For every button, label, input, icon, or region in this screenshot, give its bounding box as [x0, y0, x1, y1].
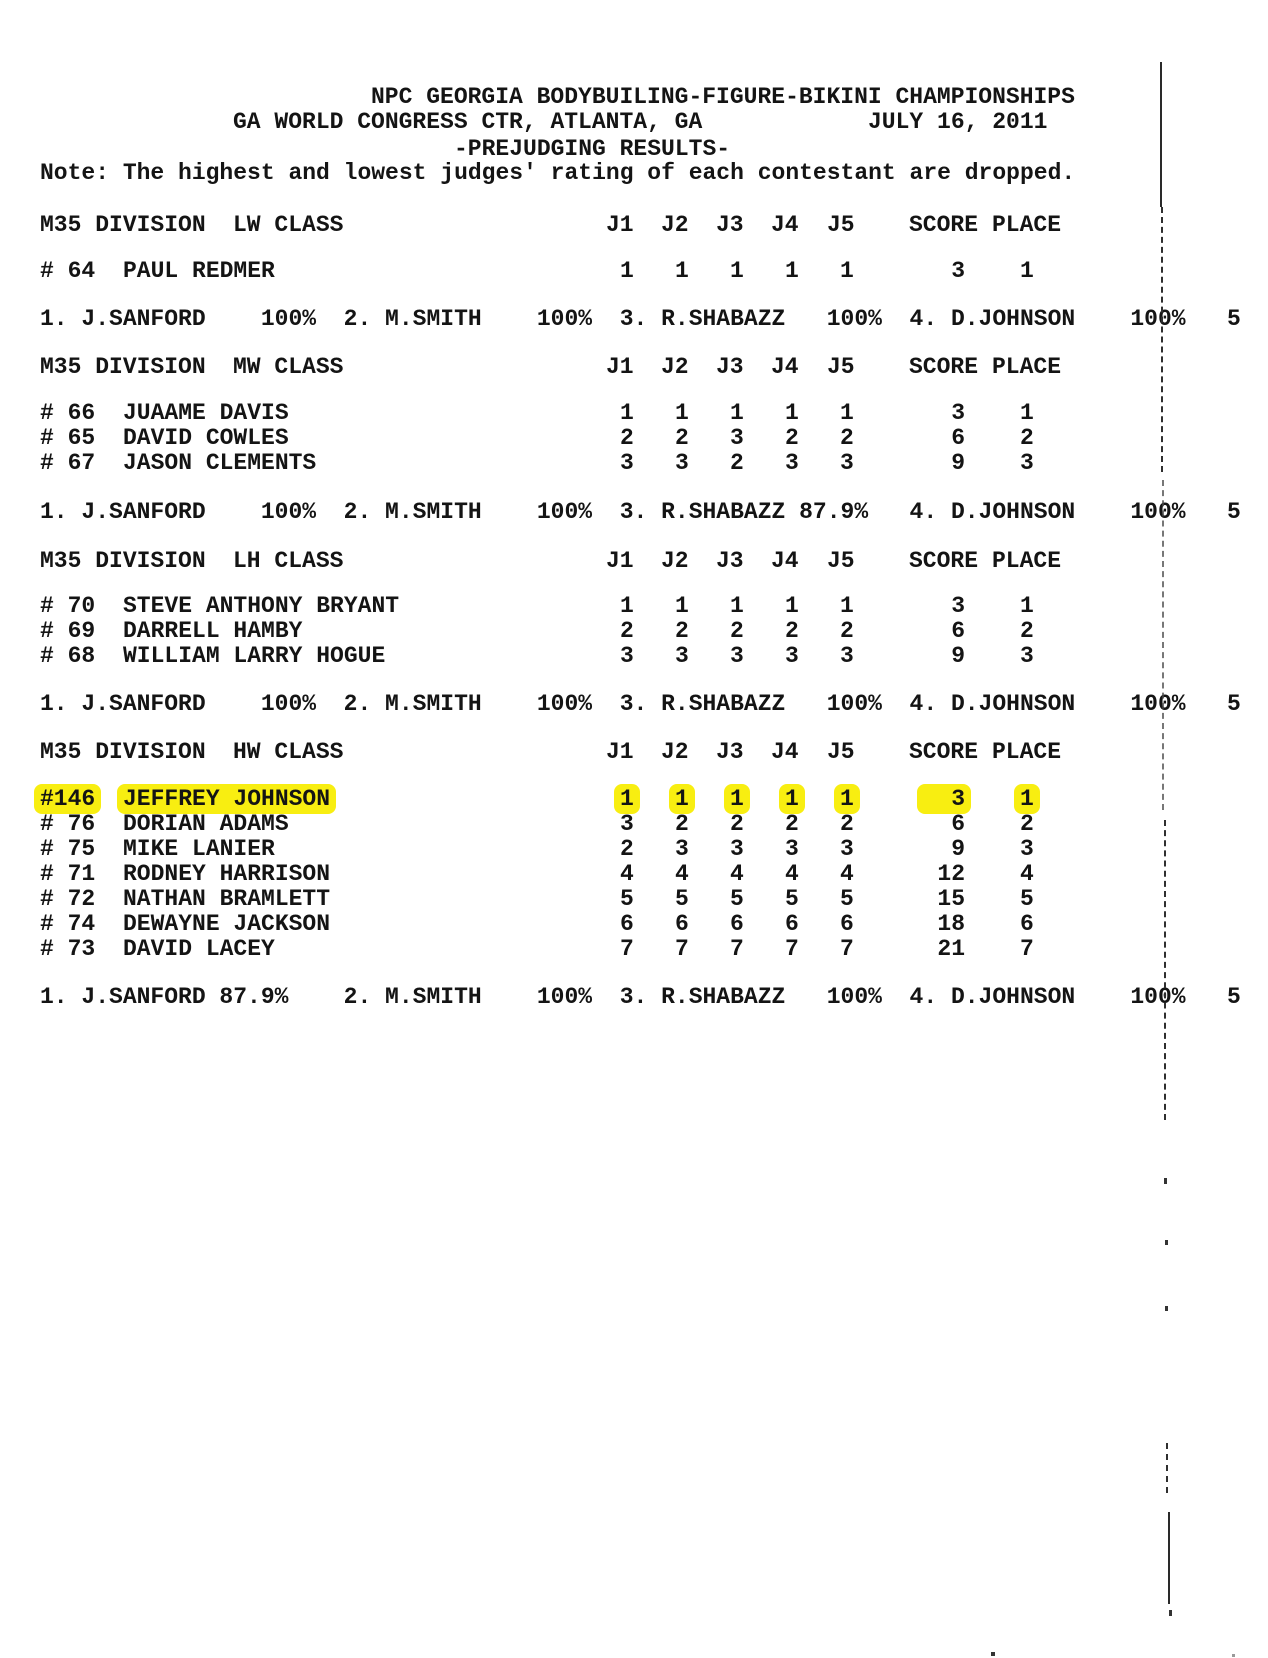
place-value: 1 [1014, 784, 1040, 814]
contestant-number: # 64 [40, 258, 96, 284]
judge-score-j2: 1 [675, 400, 689, 426]
contestant-number: # 65 [40, 425, 96, 451]
division-label: M35 DIVISION [40, 548, 206, 574]
class-label: MW CLASS [233, 354, 344, 380]
judge-score-j4: 1 [785, 400, 799, 426]
judge-score-j4: 3 [785, 836, 799, 862]
contestant-name: STEVE ANTHONY BRYANT [123, 593, 400, 619]
contestant-name: DAVID LACEY [123, 936, 275, 962]
document-title: NPC GEORGIA BODYBUILING-FIGURE-BIKINI CHAMPIONSHIPS [371, 84, 1075, 110]
column-header-j1: J1 [606, 548, 634, 574]
judge-score-j3: 1 [730, 400, 744, 426]
column-header-score: SCORE [909, 548, 979, 574]
total-score: 9 [951, 836, 965, 862]
place-value: 2 [1020, 425, 1034, 451]
division-label: M35 DIVISION [40, 354, 206, 380]
total-score: 3 [951, 593, 965, 619]
judges-line: 1. J.SANFORD 100% 2. M.SMITH 100% 3. R.SHABAZZ 100% 4. D.JOHNSON 100% 5 [40, 691, 1241, 717]
total-score: 18 [937, 911, 965, 937]
column-header-j1: J1 [606, 739, 634, 765]
column-header-score: SCORE [909, 739, 979, 765]
judge-score-j1: 4 [620, 861, 634, 887]
judge-score-j3: 1 [730, 593, 744, 619]
judge-score-j1: 2 [620, 618, 634, 644]
judge-score-j3: 7 [730, 936, 744, 962]
judge-score-j3: 5 [730, 886, 744, 912]
contestant-number: # 68 [40, 643, 96, 669]
date-text: JULY 16, 2011 [868, 109, 1048, 135]
contestant-row [40, 593, 1268, 619]
judge-score-j5: 3 [840, 643, 854, 669]
judge-score-j3: 3 [730, 643, 744, 669]
contestant-row [40, 886, 1268, 912]
judge-score-j2: 2 [675, 618, 689, 644]
judge-score-j4: 5 [785, 886, 799, 912]
judge-score-j5: 1 [840, 400, 854, 426]
judge-score-j4: 2 [785, 425, 799, 451]
contestant-row [40, 861, 1268, 887]
judge-score-j2: 1 [675, 593, 689, 619]
judge-score-j4: 3 [785, 450, 799, 476]
scan-artifact-line [1161, 207, 1163, 472]
contestant-name: DEWAYNE JACKSON [123, 911, 331, 937]
scan-artifact-line [1160, 62, 1162, 207]
contestant-row [40, 836, 1268, 862]
judge-score-j2: 6 [675, 911, 689, 937]
note-line [40, 160, 1268, 186]
total-score: 12 [937, 861, 965, 887]
judge-score-j4: 1 [785, 593, 799, 619]
judges-line: 1. J.SANFORD 100% 2. M.SMITH 100% 3. R.SHABAZZ 87.9% 4. D.JOHNSON 100% 5 [40, 499, 1241, 525]
judge-score-j3: 2 [730, 811, 744, 837]
judges-line: 1. J.SANFORD 87.9% 2. M.SMITH 100% 3. R.SHABAZZ 100% 4. D.JOHNSON 100% 5 [40, 984, 1241, 1010]
contestant-name: JASON CLEMENTS [123, 450, 317, 476]
section-header [40, 548, 1268, 574]
column-header-j4: J4 [771, 548, 799, 574]
document-title-line [40, 84, 1268, 110]
judge-score-j5: 2 [840, 425, 854, 451]
column-header-j3: J3 [716, 548, 744, 574]
judge-score-j5: 3 [840, 836, 854, 862]
judge-score-j5: 5 [840, 886, 854, 912]
scan-artifact-dot [991, 1652, 995, 1656]
judge-score-j5: 1 [840, 258, 854, 284]
scan-artifact-dot [1169, 1610, 1172, 1616]
scan-artifact-line [1168, 1512, 1170, 1604]
contestant-number: # 66 [40, 400, 96, 426]
total-score: 21 [937, 936, 965, 962]
contestant-row [40, 811, 1268, 837]
judge-score-j5: 1 [834, 784, 860, 814]
judge-score-j4: 4 [785, 861, 799, 887]
column-header-place: PLACE [992, 354, 1062, 380]
judge-score-j1: 3 [620, 811, 634, 837]
judge-score-j3: 6 [730, 911, 744, 937]
contestant-name: DORIAN ADAMS [123, 811, 289, 837]
judge-score-j2: 2 [675, 811, 689, 837]
column-header-j5: J5 [827, 212, 855, 238]
judge-score-j1: 1 [620, 593, 634, 619]
judge-score-j2: 3 [675, 643, 689, 669]
column-header-j4: J4 [771, 739, 799, 765]
place-value: 2 [1020, 811, 1034, 837]
place-value: 1 [1020, 400, 1034, 426]
judge-score-j1: 2 [620, 836, 634, 862]
place-value: 3 [1020, 836, 1034, 862]
judge-score-j1: 6 [620, 911, 634, 937]
judge-score-j4: 2 [785, 618, 799, 644]
document-subtitle-line [40, 109, 1268, 135]
place-value: 3 [1020, 450, 1034, 476]
contestant-number: # 71 [40, 861, 96, 887]
column-header-score: SCORE [909, 354, 979, 380]
contestant-row [40, 450, 1268, 476]
column-header-j4: J4 [771, 212, 799, 238]
place-value: 1 [1020, 258, 1034, 284]
judge-score-j1: 1 [614, 784, 640, 814]
column-header-j2: J2 [661, 548, 689, 574]
document-content [40, 0, 1268, 1658]
total-score: 15 [937, 886, 965, 912]
column-header-j5: J5 [827, 548, 855, 574]
contestant-row [40, 936, 1268, 962]
contestant-row [40, 618, 1268, 644]
judge-score-j1: 1 [620, 258, 634, 284]
contestant-row [40, 643, 1268, 669]
place-value: 5 [1020, 886, 1034, 912]
contestant-number: #146 [34, 784, 101, 814]
note-text: Note: The highest and lowest judges' rating of each contestant are dropped. [40, 160, 1076, 186]
scan-artifact-dot [1232, 1654, 1235, 1657]
contestant-row [40, 400, 1268, 426]
judge-score-j1: 7 [620, 936, 634, 962]
judge-score-j1: 2 [620, 425, 634, 451]
judge-score-j2: 3 [675, 836, 689, 862]
judge-score-j5: 2 [840, 811, 854, 837]
class-label: HW CLASS [233, 739, 344, 765]
class-label: LW CLASS [233, 212, 344, 238]
contestant-name: JEFFREY JOHNSON [117, 784, 336, 814]
section-header [40, 354, 1268, 380]
judge-score-j1: 1 [620, 400, 634, 426]
judge-score-j1: 3 [620, 450, 634, 476]
column-header-place: PLACE [992, 548, 1062, 574]
judge-score-j3: 3 [730, 836, 744, 862]
place-value: 1 [1020, 593, 1034, 619]
total-score: 3 [951, 400, 965, 426]
scan-artifact-dot [1164, 1178, 1167, 1184]
judge-score-j2: 1 [675, 258, 689, 284]
contestant-name: DARRELL HAMBY [123, 618, 303, 644]
judge-score-j3: 3 [730, 425, 744, 451]
place-value: 7 [1020, 936, 1034, 962]
column-header-j3: J3 [716, 212, 744, 238]
judge-score-j5: 2 [840, 618, 854, 644]
section-header [40, 212, 1268, 238]
contestant-number: # 69 [40, 618, 96, 644]
contestant-number: # 73 [40, 936, 96, 962]
judge-score-j2: 5 [675, 886, 689, 912]
contestant-name: WILLIAM LARRY HOGUE [123, 643, 386, 669]
contestant-number: # 70 [40, 593, 96, 619]
total-score: 6 [951, 811, 965, 837]
scan-artifact-line [1166, 1443, 1168, 1493]
judge-score-j4: 1 [779, 784, 805, 814]
judge-score-j4: 7 [785, 936, 799, 962]
place-value: 4 [1020, 861, 1034, 887]
judge-score-j2: 1 [669, 784, 695, 814]
judge-score-j1: 5 [620, 886, 634, 912]
contestant-number: # 67 [40, 450, 96, 476]
scan-artifact-dot [1165, 1306, 1168, 1311]
column-header-j1: J1 [606, 354, 634, 380]
column-header-j2: J2 [661, 354, 689, 380]
column-header-place: PLACE [992, 212, 1062, 238]
judge-score-j2: 2 [675, 425, 689, 451]
judge-score-j3: 4 [730, 861, 744, 887]
scan-artifact-line [1162, 480, 1164, 810]
scan-artifact-dot [1165, 1240, 1168, 1245]
contestant-row [40, 911, 1268, 937]
column-header-j1: J1 [606, 212, 634, 238]
judge-score-j5: 1 [840, 593, 854, 619]
contestant-number: # 74 [40, 911, 96, 937]
judge-score-j4: 1 [785, 258, 799, 284]
division-label: M35 DIVISION [40, 212, 206, 238]
judge-score-j5: 4 [840, 861, 854, 887]
total-score: 6 [951, 618, 965, 644]
judges-line: 1. J.SANFORD 100% 2. M.SMITH 100% 3. R.SHABAZZ 100% 4. D.JOHNSON 100% 5 [40, 306, 1241, 332]
contestant-number: # 75 [40, 836, 96, 862]
results-heading: -PREJUDGING RESULTS- [454, 136, 731, 162]
judge-score-j4: 2 [785, 811, 799, 837]
judge-score-j4: 6 [785, 911, 799, 937]
section-header [40, 739, 1268, 765]
contestant-name: DAVID COWLES [123, 425, 289, 451]
column-header-j4: J4 [771, 354, 799, 380]
total-score: 9 [951, 450, 965, 476]
contestant-row-highlighted [40, 786, 1268, 812]
column-header-place: PLACE [992, 739, 1062, 765]
judge-score-j4: 3 [785, 643, 799, 669]
contestant-name: NATHAN BRAMLETT [123, 886, 331, 912]
place-value: 3 [1020, 643, 1034, 669]
judge-score-j2: 7 [675, 936, 689, 962]
contestant-row [40, 258, 1268, 284]
place-value: 6 [1020, 911, 1034, 937]
scan-artifact-line [1164, 820, 1166, 1120]
contestant-name: RODNEY HARRISON [123, 861, 331, 887]
total-score: 3 [917, 784, 971, 814]
contestant-name: MIKE LANIER [123, 836, 275, 862]
total-score: 3 [951, 258, 965, 284]
column-header-j5: J5 [827, 354, 855, 380]
judge-score-j3: 1 [730, 258, 744, 284]
judge-score-j5: 3 [840, 450, 854, 476]
judge-score-j5: 7 [840, 936, 854, 962]
column-header-j3: J3 [716, 739, 744, 765]
contestant-row [40, 425, 1268, 451]
place-value: 2 [1020, 618, 1034, 644]
contestant-number: # 72 [40, 886, 96, 912]
judge-score-j5: 6 [840, 911, 854, 937]
venue-text: GA WORLD CONGRESS CTR, ATLANTA, GA [233, 109, 703, 135]
contestant-number: # 76 [40, 811, 96, 837]
column-header-j2: J2 [661, 212, 689, 238]
judge-score-j1: 3 [620, 643, 634, 669]
judge-score-j2: 3 [675, 450, 689, 476]
total-score: 9 [951, 643, 965, 669]
division-label: M35 DIVISION [40, 739, 206, 765]
judge-score-j2: 4 [675, 861, 689, 887]
class-label: LH CLASS [233, 548, 344, 574]
judge-score-j3: 2 [730, 618, 744, 644]
column-header-score: SCORE [909, 212, 979, 238]
contestant-name: PAUL REDMER [123, 258, 275, 284]
column-header-j2: J2 [661, 739, 689, 765]
judge-score-j3: 2 [730, 450, 744, 476]
judge-score-j3: 1 [724, 784, 750, 814]
contestant-name: JUAAME DAVIS [123, 400, 289, 426]
results-heading-line [40, 136, 1268, 162]
column-header-j5: J5 [827, 739, 855, 765]
total-score: 6 [951, 425, 965, 451]
column-header-j3: J3 [716, 354, 744, 380]
